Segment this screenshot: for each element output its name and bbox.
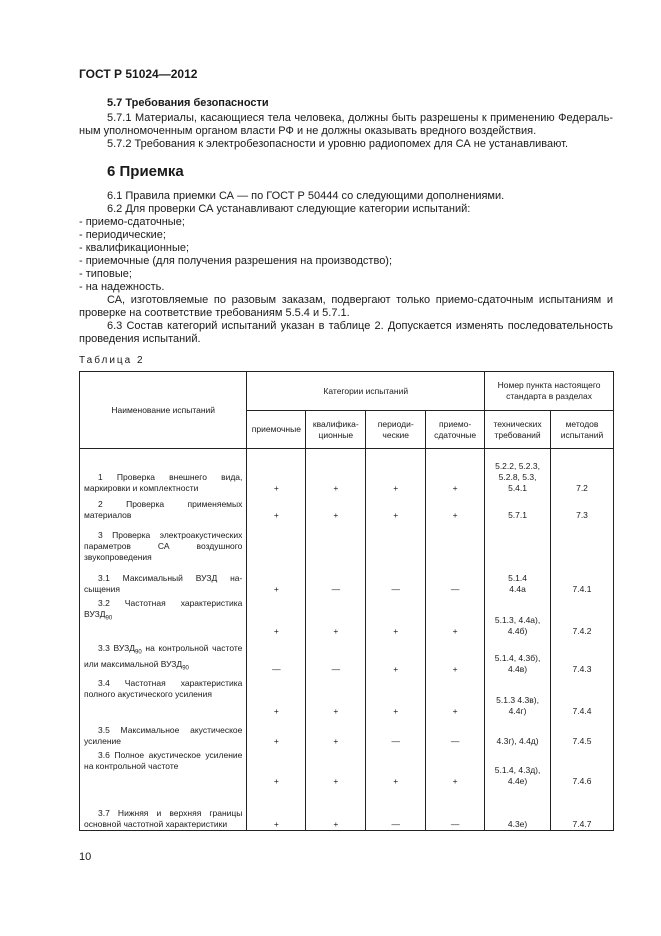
section-6-body [79, 190, 613, 346]
cell: + [366, 494, 426, 521]
page-number: 10 [79, 851, 92, 863]
list-item: - квалификационные; [79, 242, 190, 254]
cell: + [306, 787, 366, 831]
table-row [80, 595, 614, 637]
cell-tech: 4.3г), 4.4д) [485, 717, 551, 747]
row-3-2-name: 3.2 Частотная характеристика $ВУЗД_{90}$ [80, 595, 247, 637]
cell: + [247, 494, 306, 521]
cell: — [426, 717, 485, 747]
cell: + [426, 449, 485, 494]
cell: — [247, 637, 306, 675]
cell [426, 521, 485, 563]
cell-method: 7.4.6 [551, 747, 614, 787]
cell: + [247, 675, 306, 717]
list-item: - приемочные (для получения разрешения на производство); [79, 255, 393, 267]
list-item: - типовые; [79, 268, 132, 280]
cell: + [426, 595, 485, 637]
paragraph-custom-orders: СА, изготовляемые по разовым заказам, подвергают только приемо-сдаточным испытаниям и проверке на соответствие требованиям 5.5.4 и 5.7.1. [79, 294, 613, 319]
row-3-1-name: 3.1 Максимальный ВУЗД насыщения [80, 563, 247, 595]
cell: + [247, 717, 306, 747]
cell-method: 7.4.3 [551, 637, 614, 675]
table-row [80, 747, 614, 787]
cell: — [306, 563, 366, 595]
section-6-title: 6 Приемка [107, 163, 184, 180]
row-3-name: 3 Проверка электроакустических параметров СА воздушного звукопроведения [80, 521, 247, 563]
cell: + [306, 717, 366, 747]
cell-method: 7.4.1 [551, 563, 614, 595]
cell-tech: 5.1.3, 4.4а), 4.4б) [485, 595, 551, 637]
row-3-7-name: 3.7 Нижняя и верхняя границы основной частотной характеристики [80, 787, 247, 831]
header-test-categories: Категории испытаний [247, 372, 485, 411]
cell: — [366, 787, 426, 831]
table-row [80, 787, 614, 831]
cell [247, 521, 306, 563]
row-3-4-name: 3.4 Частотная характеристика полного акустического усиления [80, 675, 247, 717]
cell-tech: 4.3е) [485, 787, 551, 831]
document-header: ГОСТ Р 51024—2012 [79, 67, 198, 81]
header-periodic: периодические [366, 411, 426, 449]
header-test-methods: методов испытаний [551, 411, 614, 449]
cell: + [426, 675, 485, 717]
cell: + [247, 563, 306, 595]
cell [551, 521, 614, 563]
cell: + [247, 595, 306, 637]
cell-tech: 5.7.1 [485, 494, 551, 521]
table-row [80, 494, 614, 521]
table-row [80, 563, 614, 595]
cell [306, 521, 366, 563]
cell: — [366, 563, 426, 595]
cell-method: 7.4.2 [551, 595, 614, 637]
cell: + [366, 675, 426, 717]
cell: — [426, 563, 485, 595]
paragraph-5-7-2: 5.7.2 Требования к электробезопасности и уровню радиопомех для СА не устанавливают. [107, 138, 568, 150]
paragraph-5-7-1: 5.7.1 Материалы, касающиеся тела человека, должны быть разрешены к применению Федеральным уполномоченным органом власти РФ и не должны оказывать вредного воздействия. [79, 112, 613, 137]
cell: + [366, 637, 426, 675]
cell-tech: 5.1.4 4.4а [485, 563, 551, 595]
cell: + [426, 637, 485, 675]
cell: + [306, 747, 366, 787]
cell-method: 7.4.5 [551, 717, 614, 747]
cell: — [366, 717, 426, 747]
list-item: - приемо-сдаточные; [79, 216, 185, 228]
row-1-name: 1 Проверка внешнего вида, маркировки и комплектности [80, 449, 247, 494]
cell: + [247, 747, 306, 787]
paragraph-6-3: 6.3 Состав категорий испытаний указан в таблице 2. Допускается изменять последовательность проведения испытаний. [79, 320, 613, 345]
row-3-5-name: 3.5 Максимальное акустическое усиление [80, 717, 247, 747]
row-2-name: 2 Проверка применяемых материалов [80, 494, 247, 521]
cell-tech: 5.1.4, 4.3б), 4.4в) [485, 637, 551, 675]
cell-method: 7.3 [551, 494, 614, 521]
cell-tech: 5.2.2, 5.2.3, 5.2.8, 5.3, 5.4.1 [485, 449, 551, 494]
cell: + [306, 494, 366, 521]
cell: + [426, 747, 485, 787]
header-test-name: Наименование испытаний [80, 372, 247, 449]
cell: + [247, 787, 306, 831]
section-5-7-title: 5.7 Требования безопасности [107, 97, 269, 109]
header-qualification: квалификационные [306, 411, 366, 449]
table-row [80, 637, 614, 675]
cell: + [366, 449, 426, 494]
cell-method: 7.2 [551, 449, 614, 494]
cell: + [306, 675, 366, 717]
table-row [80, 521, 614, 563]
row-3-3-name: 3.3 $ВУЗД_{90}$ на контрольной частоте или максимальной $ВУЗД_{90}$ [80, 637, 247, 675]
header-delivery: приемосдаточные [426, 411, 485, 449]
header-clause-number: Номер пункта настоящего стандарта в разделах [485, 372, 614, 411]
section-5-7-body [79, 112, 613, 151]
tests-table [79, 371, 614, 831]
paragraph-6-1: 6.1 Правила приемки СА — по ГОСТ Р 50444 со следующими дополнениями. [107, 190, 505, 202]
table-row [80, 449, 614, 494]
cell: + [306, 449, 366, 494]
paragraph-6-2: 6.2 Для проверки СА устанавливают следующие категории испытаний: [107, 203, 471, 215]
table-row [80, 675, 614, 717]
cell: — [426, 787, 485, 831]
cell: + [247, 449, 306, 494]
cell-method: 7.4.7 [551, 787, 614, 831]
list-item: - на надежность. [79, 281, 165, 293]
cell: + [366, 747, 426, 787]
cell-method: 7.4.4 [551, 675, 614, 717]
row-3-6-name: 3.6 Полное акустическое усиление на контрольной частоте [80, 747, 247, 787]
cell: — [306, 637, 366, 675]
table-row [80, 717, 614, 747]
cell-tech: 5.1.4, 4.3д), 4.4е) [485, 747, 551, 787]
cell: + [426, 494, 485, 521]
header-technical-requirements: технических требований [485, 411, 551, 449]
list-item: - периодические; [79, 229, 166, 241]
cell: + [366, 595, 426, 637]
cell [485, 521, 551, 563]
cell [366, 521, 426, 563]
cell-tech: 5.1.3 4.3в), 4.4г) [485, 675, 551, 717]
table-caption: Таблица 2 [79, 355, 145, 366]
cell: + [306, 595, 366, 637]
header-acceptance: приемочные [247, 411, 306, 449]
